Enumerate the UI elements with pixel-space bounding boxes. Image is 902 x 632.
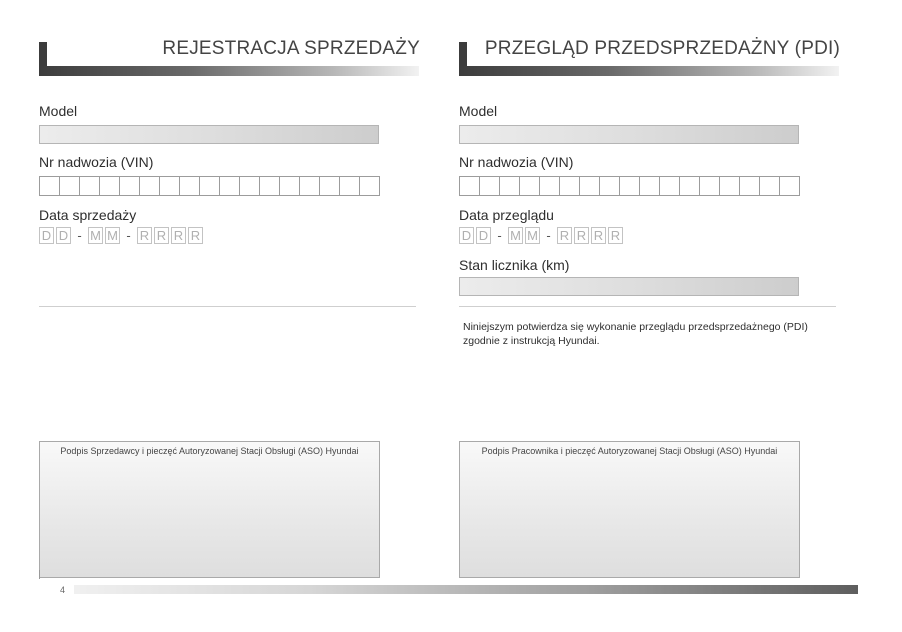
pdi-confirmation-text: Niniejszym potwierdza się wykonanie przeglądu przedsprzedażnego (PDI) zgodnie z instrukcją Hyundai. [463,321,808,347]
date-digit-box[interactable]: R [154,227,169,244]
section-title: PRZEGLĄD PRZEDSPRZEDAŻNY (PDI) [484,38,840,59]
vin-character-box[interactable] [780,177,800,195]
footer-tick [39,570,40,579]
vin-character-box[interactable] [720,177,740,195]
date-digit-box[interactable]: M [88,227,103,244]
date-separator: - [77,228,82,243]
inspection-date-field[interactable] [459,227,625,244]
inspection-date-label: Data przeglądu [459,207,554,223]
date-digit-box[interactable]: M [508,227,523,244]
date-digit-box[interactable]: R [608,227,623,244]
vin-character-box[interactable] [220,177,240,195]
sale-date-label: Data sprzedaży [39,207,137,223]
date-digit-box[interactable]: D [459,227,474,244]
vin-character-box[interactable] [240,177,260,195]
vin-character-box[interactable] [60,177,80,195]
date-digit-box[interactable]: M [525,227,540,244]
vin-character-box[interactable] [760,177,780,195]
vin-label: Nr nadwozia (VIN) [39,154,154,170]
header-gradient-bar [39,66,419,76]
date-digit-box[interactable]: D [476,227,491,244]
vin-character-box[interactable] [600,177,620,195]
signature-caption: Podpis Pracownika i pieczęć Autoryzowanej Stacji Obsługi (ASO) Hyundai [481,446,778,456]
sale-date-field[interactable] [39,227,205,244]
vin-character-box[interactable] [500,177,520,195]
vin-character-box[interactable] [120,177,140,195]
vin-character-box[interactable] [360,177,380,195]
date-digit-box[interactable]: R [557,227,572,244]
date-digit-box[interactable]: R [574,227,589,244]
section-divider [39,306,416,307]
date-digit-box[interactable]: D [39,227,54,244]
vin-character-box[interactable] [700,177,720,195]
vin-character-box[interactable] [180,177,200,195]
vin-character-box[interactable] [460,177,480,195]
date-separator: - [126,228,131,243]
vin-label: Nr nadwozia (VIN) [459,154,574,170]
date-separator: - [546,228,551,243]
model-label: Model [459,103,498,119]
footer-gradient-bar [74,585,858,594]
date-digit-box[interactable]: D [56,227,71,244]
date-digit-box[interactable]: R [171,227,186,244]
date-digit-box[interactable]: R [188,227,203,244]
vin-character-box[interactable] [560,177,580,195]
vin-character-box[interactable] [320,177,340,195]
vin-character-box[interactable] [620,177,640,195]
vin-character-box[interactable] [680,177,700,195]
date-digit-box[interactable]: R [137,227,152,244]
model-label: Model [39,103,78,119]
vin-character-box[interactable] [740,177,760,195]
vin-character-box[interactable] [200,177,220,195]
vin-character-box[interactable] [280,177,300,195]
vin-character-box[interactable] [160,177,180,195]
model-field[interactable] [39,125,379,144]
model-field[interactable] [459,125,799,144]
vin-character-box[interactable] [40,177,60,195]
vin-character-box[interactable] [520,177,540,195]
employee-signature-box[interactable] [459,441,800,578]
date-digit-box[interactable]: R [591,227,606,244]
header-gradient-bar [459,66,839,76]
vin-character-box[interactable] [100,177,120,195]
date-digit-box[interactable]: M [105,227,120,244]
vin-character-box[interactable] [300,177,320,195]
vin-character-box[interactable] [140,177,160,195]
section-divider [459,306,836,307]
signature-caption: Podpis Sprzedawcy i pieczęć Autoryzowanej Stacji Obsługi (ASO) Hyundai [60,446,359,456]
page-number: 4 [60,585,66,595]
vin-character-box[interactable] [660,177,680,195]
section-title: REJESTRACJA SPRZEDAŻY [162,38,420,59]
vin-field[interactable] [39,176,380,196]
vin-character-box[interactable] [580,177,600,195]
odometer-field[interactable] [459,277,799,296]
pdi-section [459,0,839,632]
vin-character-box[interactable] [640,177,660,195]
odometer-label: Stan licznika (km) [459,257,570,273]
vin-character-box[interactable] [260,177,280,195]
vin-character-box[interactable] [540,177,560,195]
vin-character-box[interactable] [340,177,360,195]
vin-character-box[interactable] [480,177,500,195]
sales-registration-section [39,0,419,632]
date-separator: - [497,228,502,243]
seller-signature-box[interactable] [39,441,380,578]
vin-character-box[interactable] [80,177,100,195]
vin-field[interactable] [459,176,800,196]
